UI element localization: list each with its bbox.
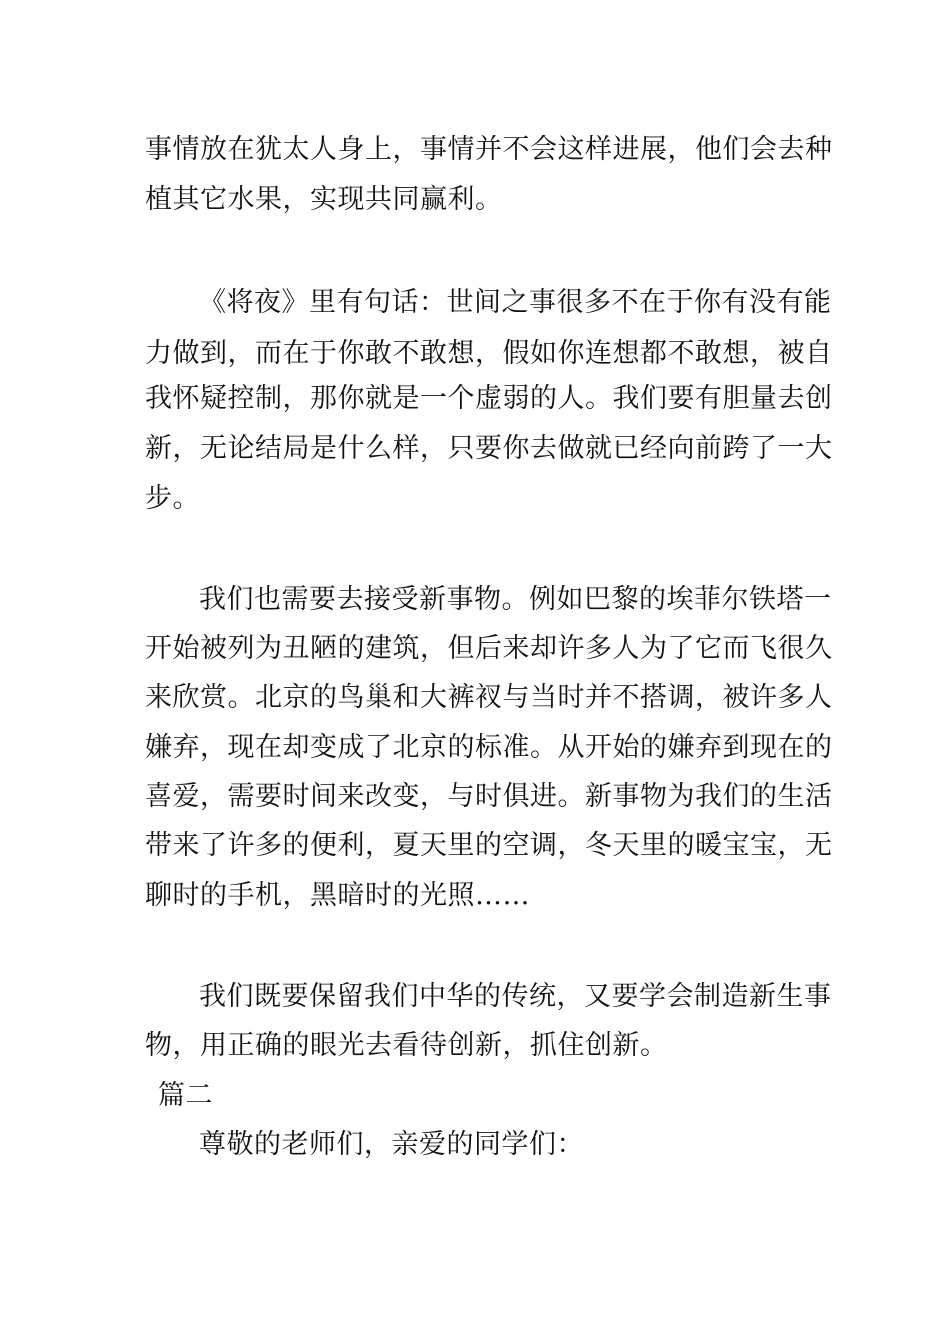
- text-line: 我怀疑控制，那你就是一个虚弱的人。我们要有胆量去创: [145, 383, 833, 414]
- text-line: 喜爱，需要时间来改变，与时俱进。新事物为我们的生活: [145, 781, 833, 812]
- text-line: 开始被列为丑陋的建筑，但后来却许多人为了它而飞很久: [145, 633, 833, 664]
- text-line: 我们既要保留我们中华的传统，又要学会制造新生事: [199, 981, 832, 1012]
- text-line: 物，用正确的眼光去看待创新，抓住创新。: [145, 1030, 668, 1061]
- text-line: 《将夜》里有句话：世间之事很多不在于你有没有能: [199, 287, 832, 318]
- text-line: 力做到，而在于你敢不敢想，假如你连想都不敢想，被自: [145, 338, 833, 369]
- text-line: 事情放在犹太人身上，事情并不会这样进展，他们会去种: [145, 134, 833, 165]
- text-line: 带来了许多的便利，夏天里的空调，冬天里的暖宝宝，无: [145, 830, 833, 861]
- text-line: 来欣赏。北京的鸟巢和大裤衩与当时并不搭调，被许多人: [145, 682, 833, 713]
- text-line: 植其它水果，实现共同赢利。: [145, 184, 503, 215]
- text-line: 新，无论结局是什么样，只要你去做就已经向前跨了一大: [145, 433, 833, 464]
- text-line: 嫌弃，现在却变成了北京的标准。从开始的嫌弃到现在的: [145, 732, 833, 763]
- text-line: 步。: [145, 483, 200, 514]
- text-line: 聊时的手机，黑暗时的光照……: [145, 880, 530, 911]
- text-line: 我们也需要去接受新事物。例如巴黎的埃菲尔铁塔一: [199, 584, 832, 615]
- greeting-line: 尊敬的老师们，亲爱的同学们：: [199, 1129, 584, 1160]
- section-heading: 篇二: [158, 1080, 213, 1111]
